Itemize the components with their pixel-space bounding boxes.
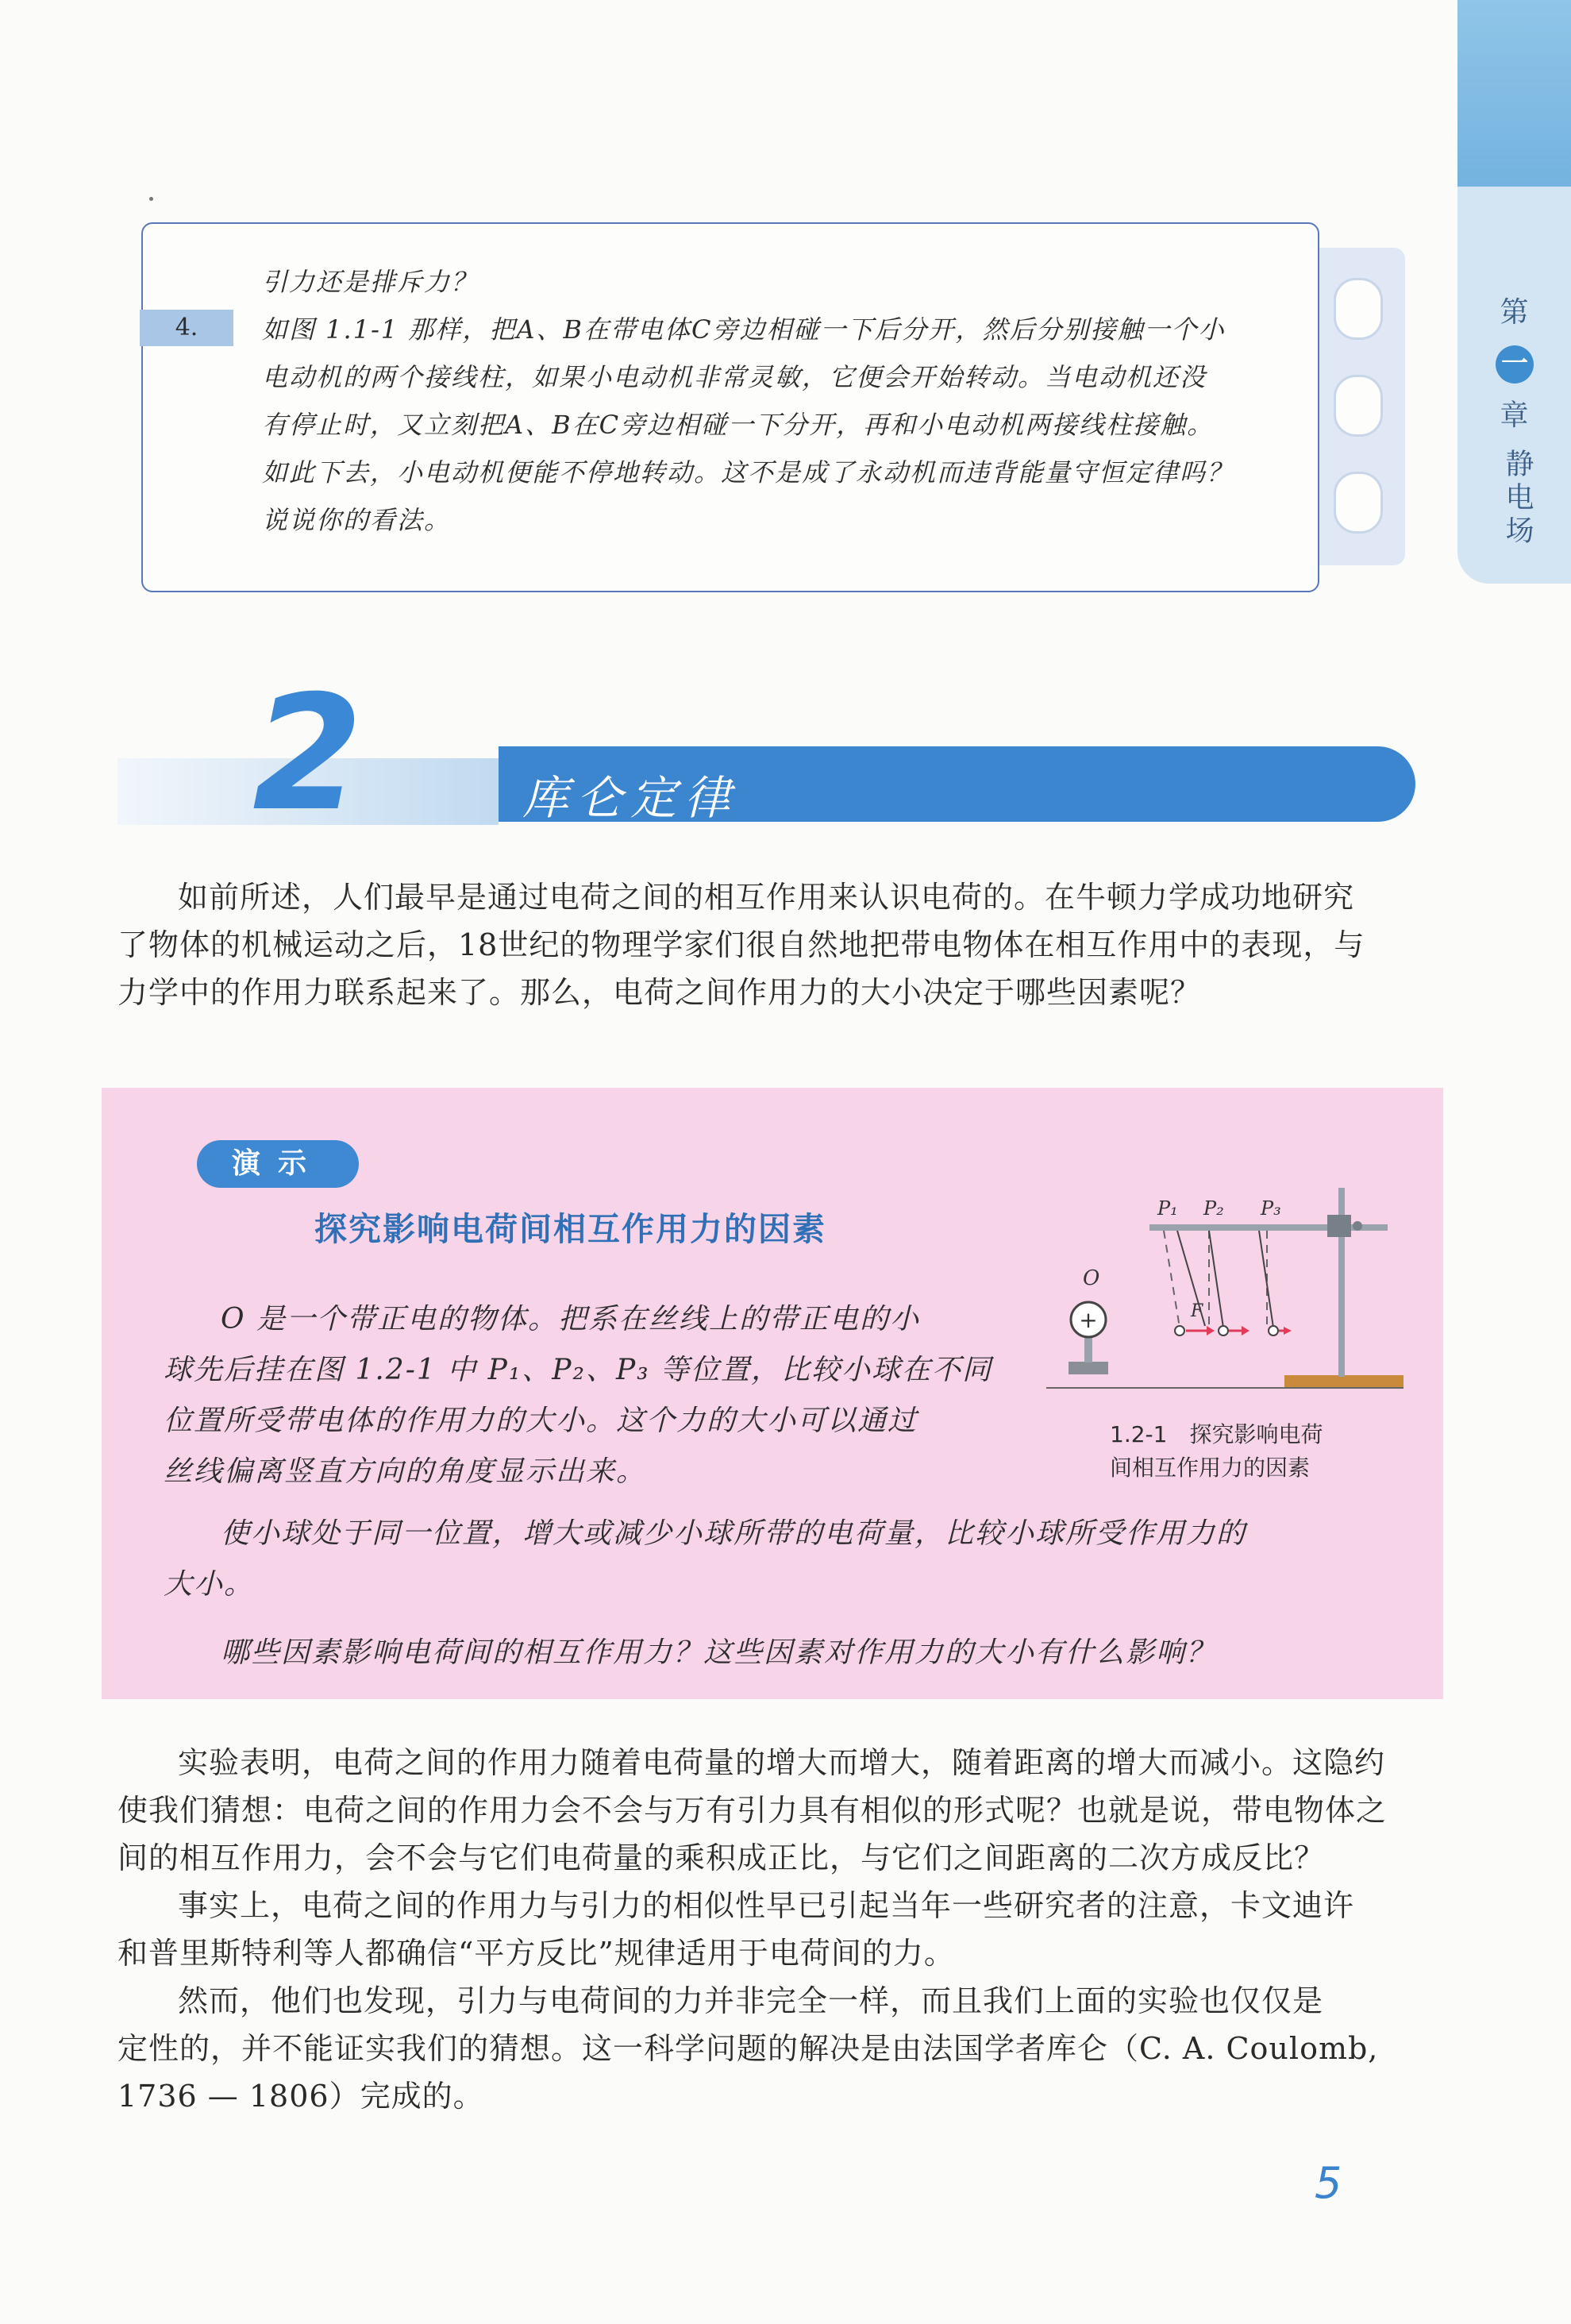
- figure-caption: [1110, 1418, 1323, 1485]
- text-line: 然而，他们也发现，引力与电荷间的力并非完全一样，而且我们上面的实验也仅仅是: [178, 1983, 1324, 2018]
- intro-paragraph: [117, 873, 1419, 1016]
- p2-thread-deflected: [1209, 1231, 1223, 1328]
- body-paragraph-3: [117, 1977, 1419, 2120]
- stand-arm: [1149, 1224, 1388, 1231]
- binding-ring: [1334, 278, 1383, 340]
- caption-line: 间相互作用力的因素: [1110, 1455, 1311, 1481]
- chapter-number-badge: 一: [1496, 345, 1534, 383]
- question-line: 有停止时，又立刻把A、B在C旁边相碰一下分开，再和小电动机两接线柱接触。: [262, 410, 1215, 440]
- section-title: 库仑定律: [522, 771, 739, 825]
- page-number: 5: [1315, 2158, 1342, 2208]
- text-line: 了物体的机械运动之后，18世纪的物理学家们很自然地把带电物体在相互作用中的表现，与: [117, 927, 1365, 962]
- text-line: 位置所受带电体的作用力的大小。这个力的大小可以通过: [164, 1405, 918, 1437]
- demo-paragraph-1: [164, 1294, 992, 1497]
- plus-sign: +: [1079, 1307, 1098, 1333]
- demo-title: 探究影响电荷间相互作用力的因素: [314, 1210, 826, 1248]
- text-line: 如前所述，人们最早是通过电荷之间的相互作用来认识电荷的。在牛顿力学成功地研究: [178, 880, 1355, 915]
- question-line: 引力还是排斥力？: [262, 267, 479, 297]
- label-p1: P₁: [1157, 1197, 1178, 1220]
- chapter-suffix: 章: [1500, 399, 1529, 432]
- label-p2: P₂: [1203, 1197, 1224, 1220]
- question-number: 4.: [140, 310, 233, 346]
- text-line: O 是一个带正电的物体。把系在丝线上的带正电的小: [221, 1303, 920, 1335]
- ball: [1219, 1326, 1228, 1335]
- text-line: 和普里斯特利等人都确信“平方反比”规律适用于电荷间的力。: [117, 1936, 955, 1971]
- text-line: 使小球处于同一位置，增大或减少小球所带的电荷量，比较小球所受作用力的: [221, 1517, 1247, 1550]
- label-f: F: [1191, 1301, 1203, 1321]
- question-line: 如图 1.1-1 那样，把A、B在带电体C旁边相碰一下后分开，然后分别接触一个小: [262, 314, 1226, 345]
- text-line: 事实上，电荷之间的作用力与引力的相似性早已引起当年一些研究者的注意，卡文迪许: [178, 1888, 1355, 1923]
- text-line: 哪些因素影响电荷间的相互作用力？这些因素对作用力的大小有什么影响？: [221, 1636, 1217, 1669]
- arrow-head: [1207, 1326, 1215, 1335]
- question-line: 如此下去，小电动机便能不停地转动。这不是成了永动机而违背能量守恒定律吗？: [262, 457, 1234, 488]
- o-stand-base: [1069, 1362, 1108, 1374]
- chapter-name: 静电场: [1501, 449, 1534, 549]
- question-line: 说说你的看法。: [262, 505, 452, 535]
- p1-thread: [1164, 1231, 1180, 1328]
- chapter-prefix: 第: [1500, 296, 1529, 329]
- text-line: 丝线偏离竖直方向的角度显示出来。: [164, 1455, 647, 1488]
- caption-line: 1.2-1 探究影响电荷: [1110, 1421, 1323, 1447]
- binding-ring: [1334, 375, 1383, 437]
- chapter-tab-header: [1457, 0, 1571, 187]
- question-line: 电动机的两个接线柱，如果小电动机非常灵敏，它便会开始转动。当电动机还没: [262, 362, 1207, 392]
- margin-dot: [149, 197, 153, 201]
- clamp: [1327, 1215, 1351, 1237]
- binding-ring: [1334, 472, 1383, 534]
- label-p3: P₃: [1261, 1197, 1281, 1220]
- section-number: 2: [252, 661, 364, 846]
- text-line: 1736 — 1806）完成的。: [117, 2079, 484, 2114]
- arrow-head: [1242, 1326, 1249, 1335]
- demo-badge: 演示: [197, 1140, 359, 1188]
- body-paragraph-2: [117, 1882, 1419, 1977]
- base-board: [1284, 1375, 1404, 1388]
- demo-paragraph-2: [164, 1509, 1246, 1610]
- ball: [1269, 1326, 1278, 1335]
- coulomb-apparatus-figure: [1038, 1183, 1411, 1397]
- text-line: 使我们猜想：电荷之间的作用力会不会与万有引力具有相似的形式呢？也就是说，带电物体之: [117, 1793, 1388, 1828]
- demo-paragraph-3: [164, 1628, 1216, 1678]
- text-line: 间的相互作用力，会不会与它们电荷量的乘积成正比，与它们之间距离的二次方成反比？: [117, 1840, 1326, 1875]
- clamp-screw: [1353, 1221, 1362, 1231]
- question-box-binding: [1318, 248, 1405, 565]
- ball: [1175, 1326, 1184, 1335]
- chapter-tab: [1457, 187, 1571, 584]
- body-paragraph-1: [117, 1739, 1419, 1882]
- arrow-head: [1284, 1327, 1292, 1335]
- text-line: 力学中的作用力联系起来了。那么，电荷之间作用力的大小决定于哪些因素呢？: [117, 975, 1202, 1010]
- text-line: 球先后挂在图 1.2-1 中 P₁、P₂、P₃ 等位置，比较小球在不同: [164, 1354, 993, 1386]
- text-line: 实验表明，电荷之间的作用力随着电荷量的增大而增大，随着距离的增大而减小。这隐约: [178, 1745, 1386, 1780]
- text-line: 大小。: [164, 1568, 255, 1601]
- text-line: 定性的，并不能证实我们的猜想。这一科学问题的解决是由法国学者库仑（C. A. Coulomb,: [117, 2031, 1379, 2066]
- label-o: O: [1083, 1266, 1100, 1290]
